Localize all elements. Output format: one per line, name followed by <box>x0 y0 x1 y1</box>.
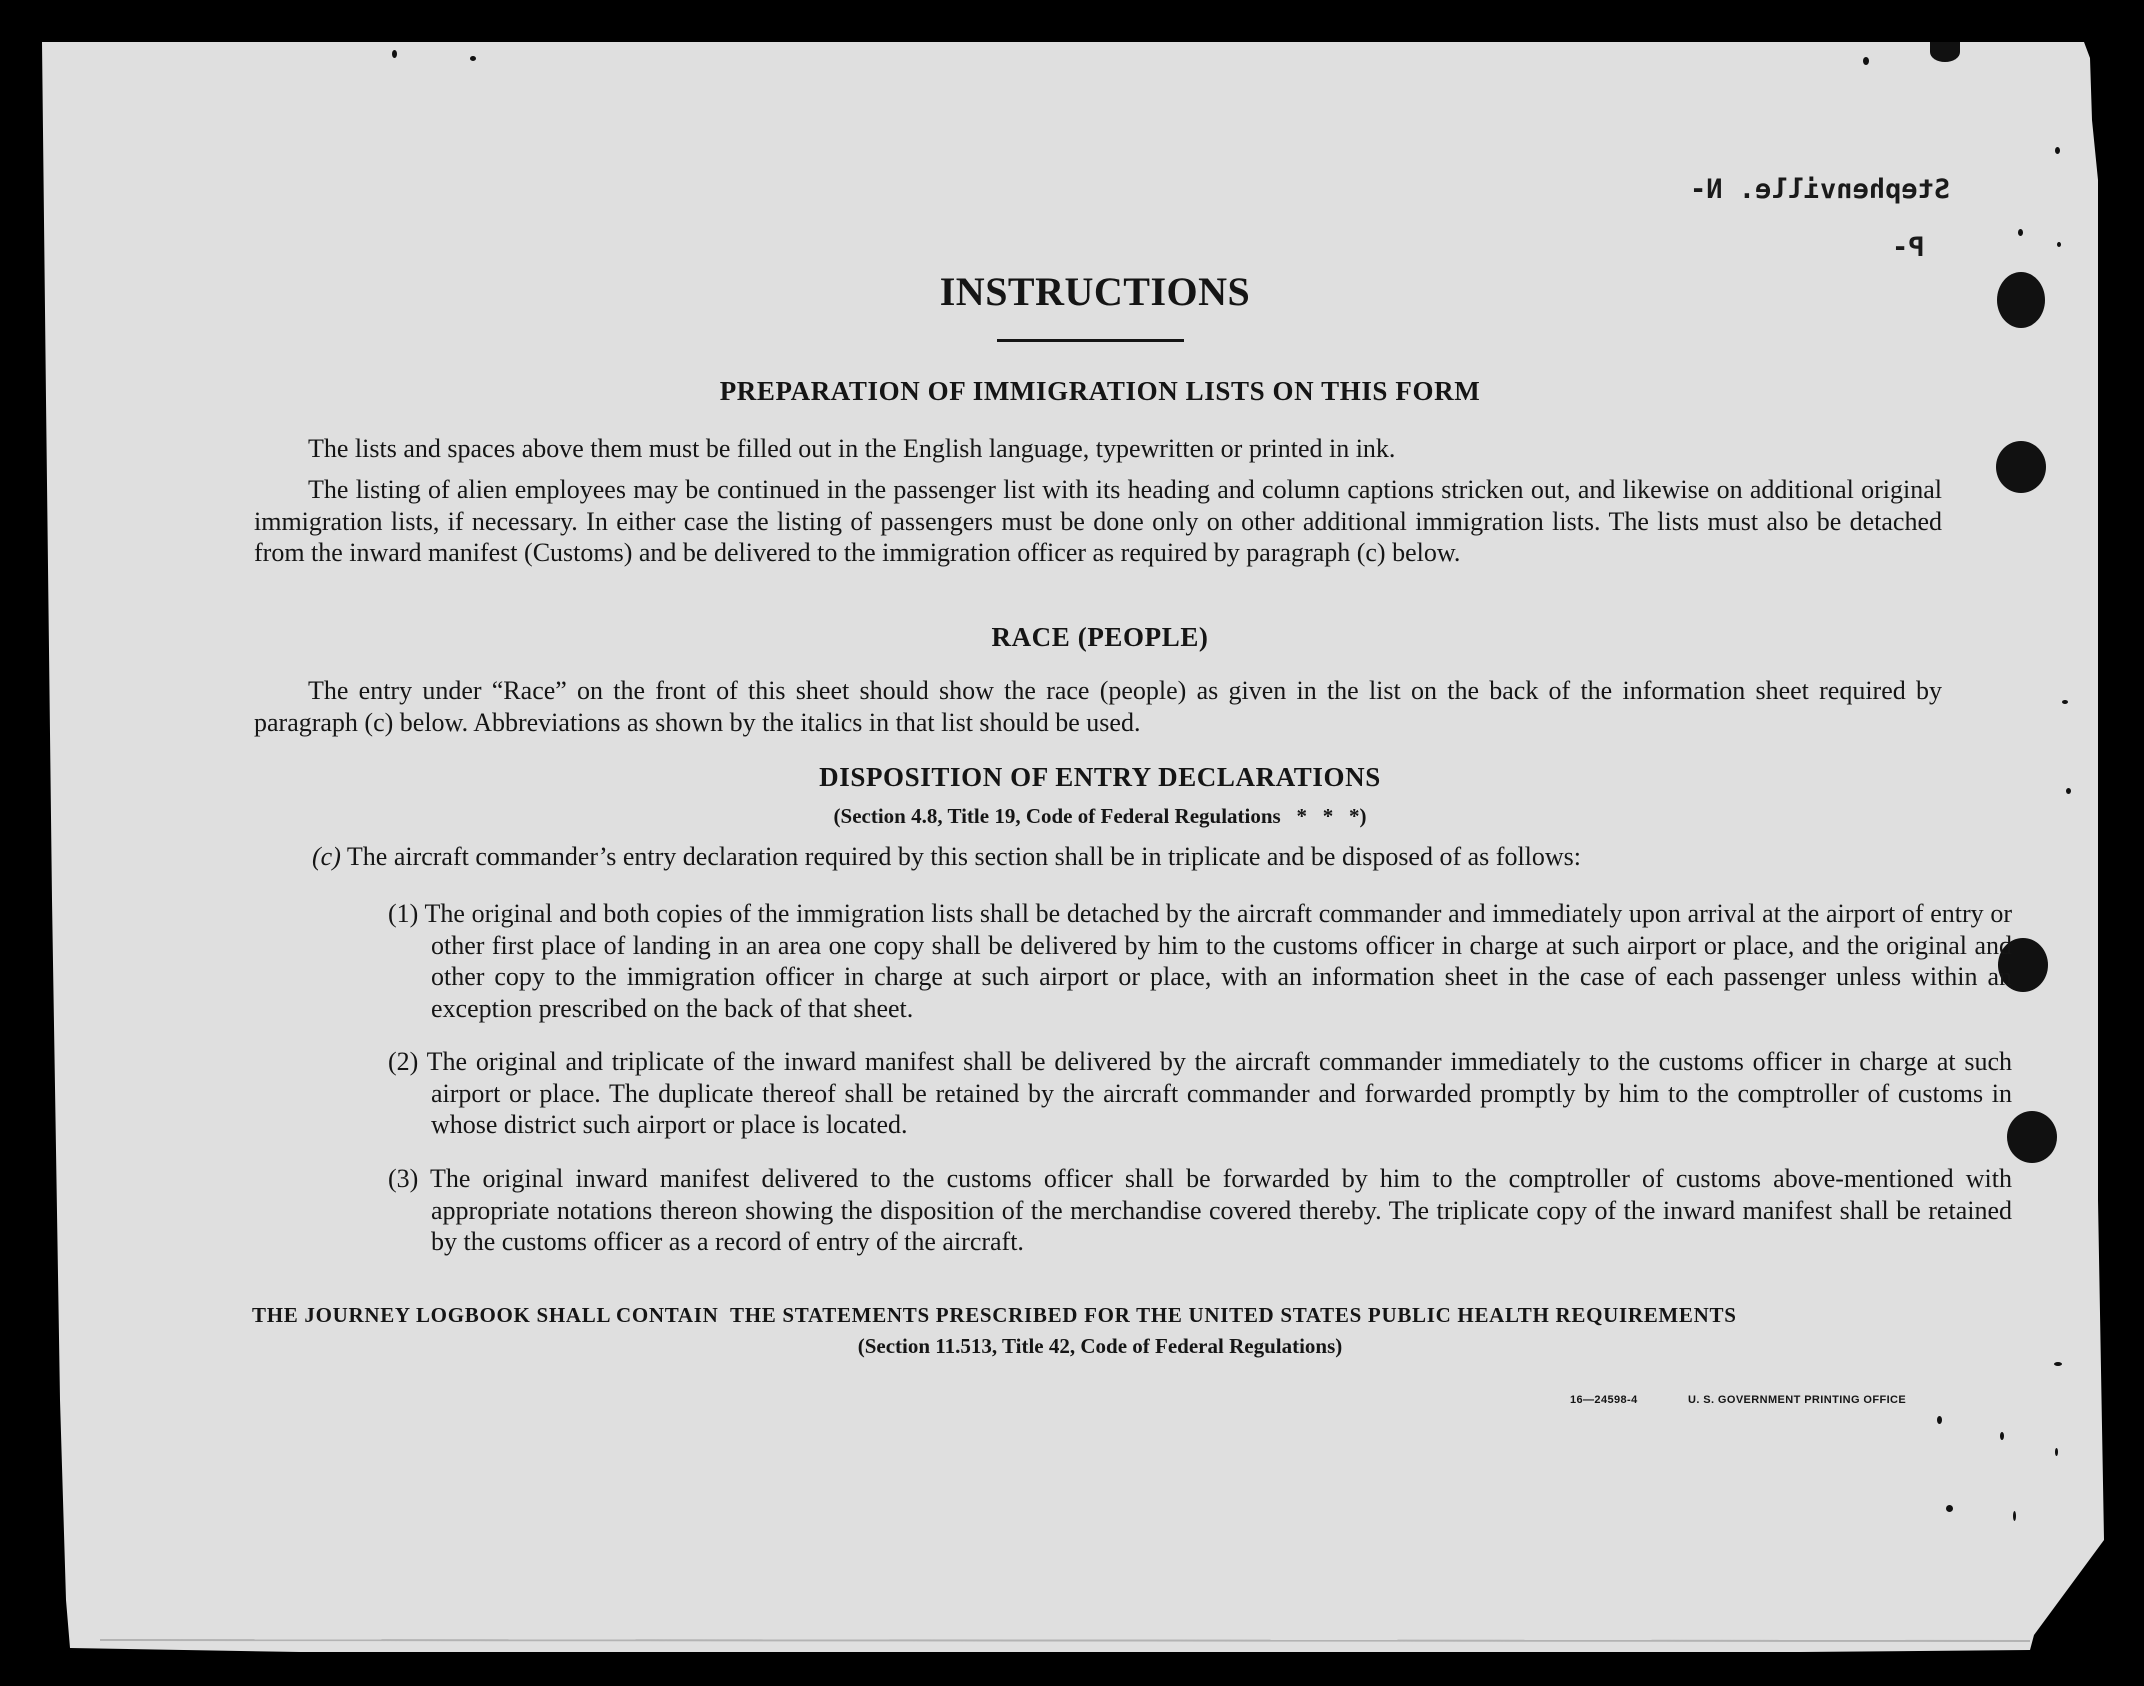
mirrored-bleed-through-text: P- <box>1892 232 1925 263</box>
title-divider <box>997 339 1184 342</box>
race-heading: RACE (PEOPLE) <box>991 622 1209 652</box>
item-label: (2) <box>388 1047 419 1076</box>
intro-label: (c) <box>312 842 341 871</box>
page-title: INSTRUCTIONS <box>939 269 1251 314</box>
ink-speck <box>392 50 397 58</box>
punch-hole <box>1997 272 2045 328</box>
mirrored-bleed-through-text: Stephenville. N- <box>1690 174 1951 205</box>
item-label: (1) <box>388 899 419 928</box>
preparation-paragraph-2: The listing of alien employees may be continued in the passenger list with its heading and column captions stricken out, and likewise on additional original immigration lists, if necessary. In either case the listing of passengers must be done only on other additional immigration lists. The lists must also be detached from the inward manifest (Customs) and be delivered to the immigration officer as required by paragraph (c) below. <box>254 475 1942 567</box>
punch-hole <box>2007 1111 2057 1163</box>
race-paragraph: The entry under “Race” on the front of this sheet should show the race (people) as given in the list on the back of the information sheet required by paragraph (c) below. Abbreviations as shown by the italics in that list should be used. <box>254 676 1942 737</box>
disposition-citation: (Section 4.8, Title 19, Code of Federal Regulations * * *) <box>833 804 1367 828</box>
ink-speck <box>2000 1432 2004 1440</box>
ink-speck <box>1937 1416 1942 1424</box>
ink-speck <box>2013 1511 2016 1521</box>
punch-hole <box>1996 441 2046 493</box>
form-number: 16—24598-4 <box>1570 1394 1638 1406</box>
ink-speck <box>1930 42 1960 62</box>
ink-speck <box>2055 1448 2058 1456</box>
disposition-item-1 <box>361 898 2012 1024</box>
ink-speck <box>2018 229 2023 236</box>
disposition-item-3 <box>361 1163 2012 1258</box>
ink-speck <box>1946 1505 1953 1512</box>
ink-speck <box>1863 57 1869 65</box>
disposition-heading: DISPOSITION OF ENTRY DECLARATIONS <box>819 762 1381 792</box>
printing-office: U. S. GOVERNMENT PRINTING OFFICE <box>1688 1394 1907 1406</box>
preparation-paragraph-1: The lists and spaces above them must be filled out in the English language, typewritten or printed in ink. <box>308 434 1396 463</box>
ink-speck <box>2054 1362 2062 1366</box>
item-label: (3) <box>388 1164 419 1193</box>
logbook-citation: (Section 11.513, Title 42, Code of Federal Regulations) <box>857 1334 1343 1358</box>
item-text: The original and triplicate of the inward manifest shall be delivered by the aircraft commander immediately to the customs officer in charge at such airport or place. The duplicate thereof shall be retained by the aircraft commander and forwarded promptly by him to the comptroller of customs in whose district such airport or place is located. <box>426 1047 2013 1139</box>
disposition-intro <box>312 841 1962 873</box>
ink-speck <box>2066 788 2071 794</box>
ink-speck <box>2057 242 2061 247</box>
intro-text: The aircraft commander’s entry declaration required by this section shall be in triplicate and be disposed of as follows: <box>346 842 1582 871</box>
item-text: The original and both copies of the immigration lists shall be detached by the aircraft commander and immediately upon arrival at the airport of entry or other first place of landing in an area one copy shall be delivered by him to the customs officer in charge at such airport or place, and the original and other copy to the immigration officer in charge at such airport or place, with an information sheet in the case of each passenger unless within an exception prescribed on the back of that sheet. <box>424 899 2012 1023</box>
ink-speck <box>2062 700 2068 704</box>
preparation-heading: PREPARATION OF IMMIGRATION LISTS ON THIS FORM <box>719 376 1481 406</box>
ink-speck <box>2055 147 2060 154</box>
disposition-item-2 <box>361 1046 2012 1141</box>
item-text: The original inward manifest delivered to the customs officer shall be forwarded by him to the comptroller of customs above-mentioned with appropriate notations thereon showing the disposition of the merchandise covered thereby. The triplicate copy of the inward manifest shall be retained by the customs officer as a record of entry of the aircraft. <box>429 1164 2012 1256</box>
logbook-statement: THE JOURNEY LOGBOOK SHALL CONTAIN THE STATEMENTS PRESCRIBED FOR THE UNITED STATES PUBLIC HEALTH REQUIREMENTS <box>252 1303 1737 1327</box>
ink-speck <box>470 56 476 61</box>
